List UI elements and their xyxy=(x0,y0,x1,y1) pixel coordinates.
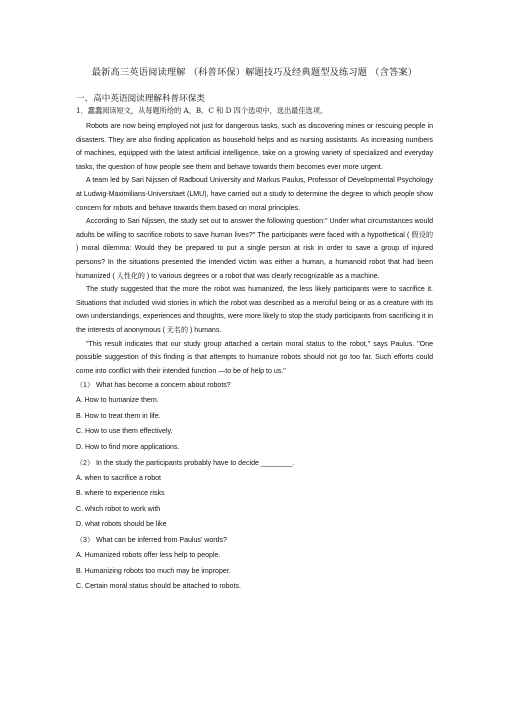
question-1 xyxy=(76,378,433,455)
question-option: D. How to find more applications. xyxy=(76,444,180,452)
question-stem: （3） What can be inferred from Paulus' words? xyxy=(76,537,227,545)
question-option: D. what robots should be like xyxy=(76,521,167,529)
question-option: C. which robot to work with xyxy=(76,505,161,513)
question-option: B. Humanizing robots too much may be improper. xyxy=(76,567,231,575)
question-option: A. Humanized robots offer less help to people. xyxy=(76,552,221,560)
question-option: C. How to use them effectively. xyxy=(76,428,173,436)
question-2 xyxy=(76,456,433,533)
question-option: B. How to treat them in life. xyxy=(76,412,161,420)
passage-paragraph-2: A team led by Sari Nijssen of Radboud University and Markus Paulus, Professor of Developmental Psychology at Ludwig-Maximilians-Universitaet (LMU), have carried out a study to determine the degree to which people show concern for robots and behave towards them based on moral principles. xyxy=(76,177,433,212)
passage-paragraph-1: Robots are now being employed not just for dangerous tasks, such as discovering mines or rescuing people in disasters. They are also finding application as household helps and as nursing assistants. As increasing numbers of machines, equipped with the latest artificial intelligence, take on a growing variety of specialized and everyday tasks, the question of how people see them and behave towards them becomes ever more urgent. xyxy=(76,123,433,171)
question-stem: （1） What has become a concern about robots? xyxy=(76,382,231,390)
passage xyxy=(76,120,433,378)
passage-paragraph-3: According to Sari Nijssen, the study set out to answer the following question:" Under what circumstances would adults be willing to sacrifice robots to save human lives?" The participants were faced with a hypothetical ( 假设的 ) moral dilemma: Would they be prepared to put a single person at risk in order to save a group of injured persons? In the situations presented the intended victim was either a human, a humanoid robot that had been humanized ( 人性化的 ) to various degrees or a robot that was clearly recognizable as a machine. xyxy=(76,218,433,280)
document-title: 最新高三英语阅读理解 （科普环保）解题技巧及经典题型及练习题 （含答案） xyxy=(91,67,418,78)
instruction-text: 1．蠢蠢阅读短文，从每题所给的 A、B、C 和 D 四个选项中，选出最佳选项。 xyxy=(76,106,328,115)
passage-paragraph-4: The study suggested that the more the robot was humanized, the less likely participants were to sacrifice it. Situations that included vivid stories in which the robot was described as a merciful being or as a creature with its own understandings, experiences and thoughts, were more likely to stop the study participants from sacrificing it in the interests of anonymous ( 无名的 ) humans. xyxy=(76,286,433,334)
question-list xyxy=(76,378,433,595)
question-option: C. Certain moral status should be attached to robots. xyxy=(76,583,241,591)
question-option: A. How to humanize them. xyxy=(76,397,159,405)
question-option: A. when to sacrifice a robot xyxy=(76,474,161,482)
question-stem: （2） In the study the participants probably have to decide ________. xyxy=(76,459,295,467)
question-3 xyxy=(76,533,433,595)
question-option: B. where to experience risks xyxy=(76,490,165,498)
passage-paragraph-5: "This result indicates that our study group attached a certain moral status to the robot," says Paulus. "One possible suggestion of this finding is that attempts to humanize robots should not go too far. Such efforts could come into conflict with their intended function —to be of help to us." xyxy=(76,340,433,375)
section-heading: 一、高中英语阅读理解科普环保类 xyxy=(76,94,205,104)
